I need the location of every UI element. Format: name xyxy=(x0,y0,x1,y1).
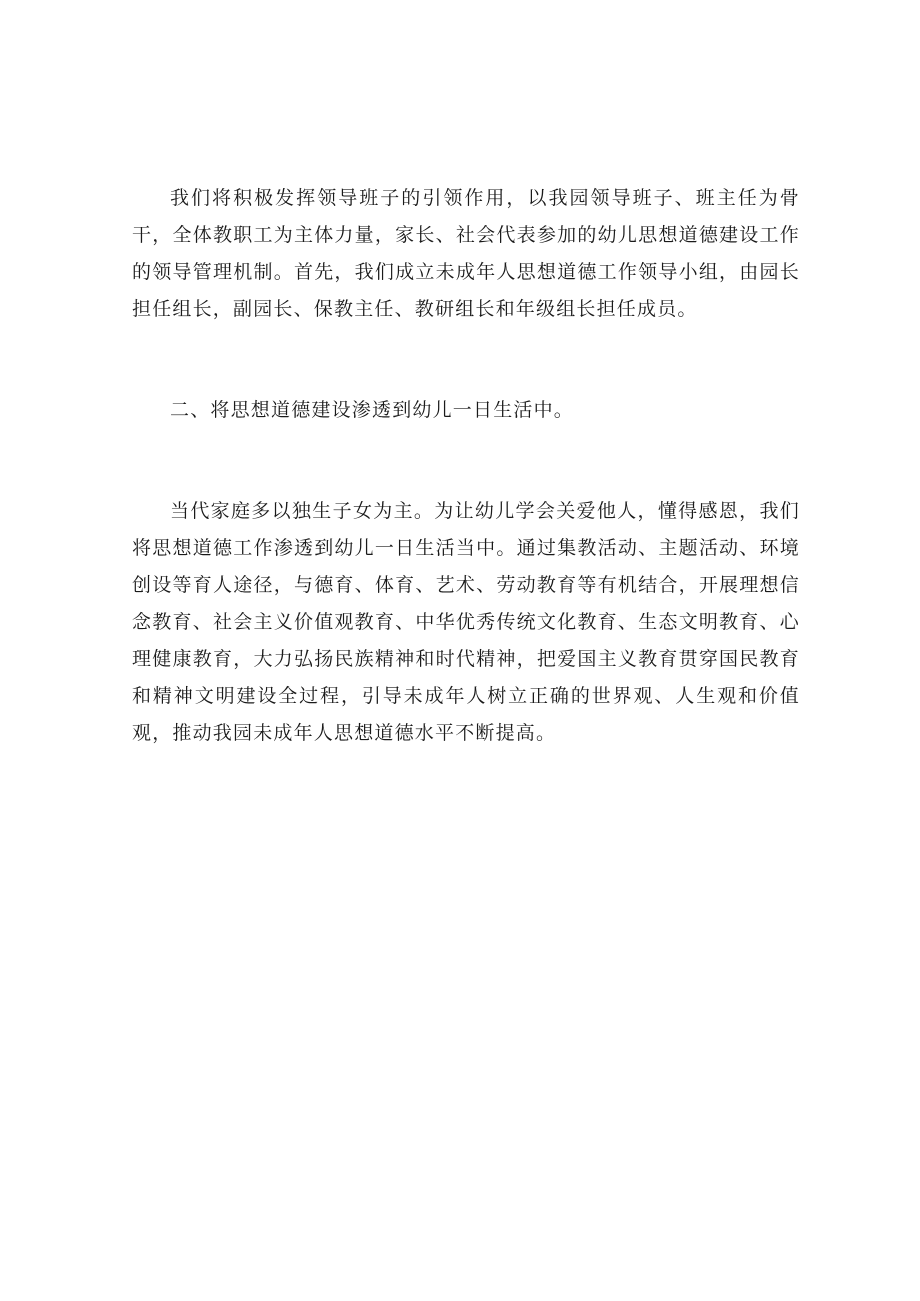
document-body xyxy=(132,180,800,752)
section-heading-two: 二、将思想道德建设渗透到幼儿一日生活中。 xyxy=(170,399,575,421)
paragraph-daily-life-education: 当代家庭多以独生子女为主。为让幼儿学会关爱他人，懂得感恩，我们将思想道德工作渗透到幼儿一日生活当中。通过集教活动、主题活动、环境创设等育人途径，与德育、体育、艺术、劳动教育等有机结合，开展理想信念教育、社会主义价值观教育、中华优秀传统文化教育、生态文明教育、心理健康教育，大力弘扬民族精神和时代精神，把爱国主义教育贯穿国民教育和精神文明建设全过程，引导未成年人树立正确的世界观、人生观和价值观，推动我园未成年人思想道德水平不断提高。 xyxy=(132,500,800,744)
paragraph-leadership-mechanism: 我们将积极发挥领导班子的引领作用，以我园领导班子、班主任为骨干，全体教职工为主体力量，家长、社会代表参加的幼儿思想道德建设工作的领导管理机制。首先，我们成立未成年人思想道德工作领导小组，由园长担任组长，副园长、保教主任、教研组长和年级组长担任成员。 xyxy=(132,187,800,320)
